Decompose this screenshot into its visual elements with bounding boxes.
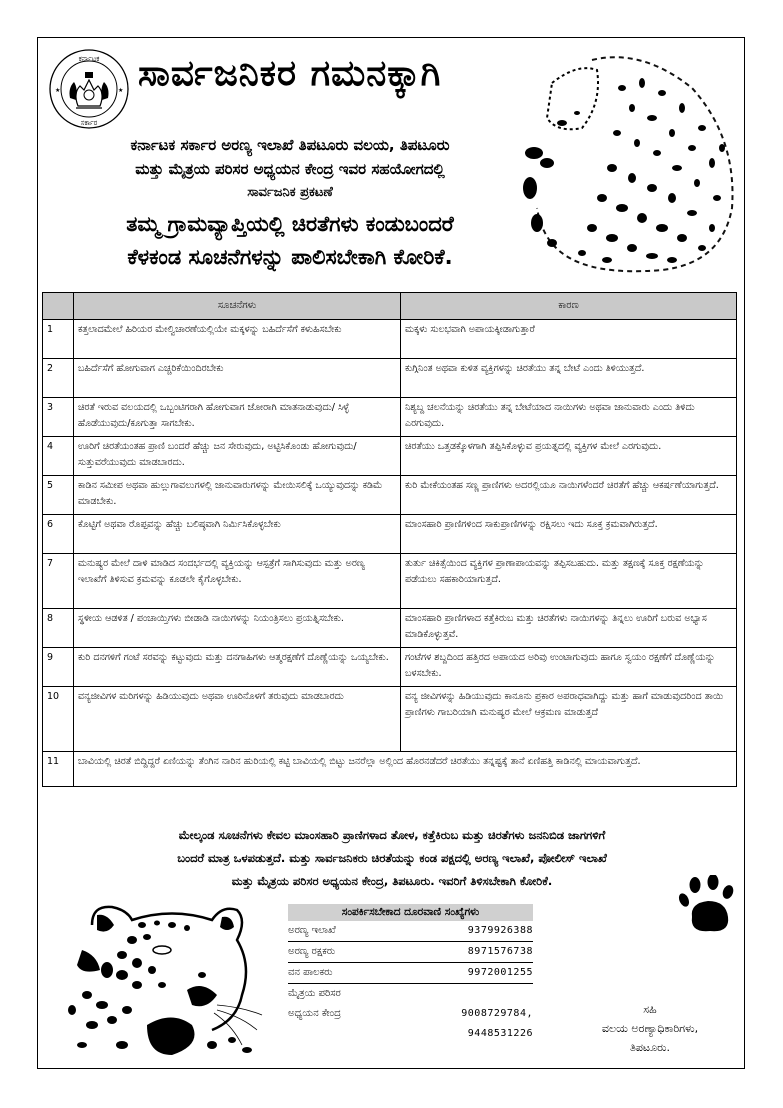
row-suggestion: ವನ್ಯಜೀವಿಗಳ ಮರಿಗಳನ್ನು ಹಿಡಿಯುವುದು ಅಥವಾ ಊರಿನೊಳಗೆ ತರುವುದು ಮಾಡಬಾರದು	[74, 687, 401, 752]
contact-row	[288, 942, 533, 963]
row-reason: ಗಂಟೆಗಳ ಶಬ್ದದಿಂದ ಹತ್ತಿರದ ಅಪಾಯದ ಅರಿವು ಉಂಟಾಗುವುದು ಹಾಗೂ ಸ್ವಯಂ ರಕ್ಷಣೆಗೆ ದೊಣ್ಣೆಯನ್ನು ಬಳಸಬೇಕು.	[401, 648, 737, 687]
contact-phone-number[interactable]: 9008729784,	[461, 1008, 533, 1019]
paw-print-icon	[678, 875, 740, 937]
row-suggestion: ಸ್ಥಳೀಯ ಆಡಳಿತ / ಪಂಚಾಯ್ತಿಗಳು ಬೀಡಾಡಿ ನಾಯಿಗಳನ್ನು ನಿಯಂತ್ರಿಸಲು ಪ್ರಯತ್ನಿಸಬೇಕು.	[74, 609, 401, 648]
suggestions-table	[42, 292, 737, 787]
table-row	[43, 476, 737, 515]
row-reason: ಚಿರತೆಯು ಒತ್ತಡಕ್ಕೊಳಗಾಗಿ ತಪ್ಪಿಸಿಕೊಳ್ಳುವ ಪ್ರಯತ್ನದಲ್ಲಿ ವ್ಯಕ್ತಿಗಳ ಮೇಲೆ ಎರಗುವುದು.	[401, 437, 737, 476]
row-number: 8	[43, 609, 74, 648]
row-reason: ವನ್ಯ ಜೀವಿಗಳನ್ನು ಹಿಡಿಯುವುದು ಕಾನೂನು ಪ್ರಕಾರ ಅಪರಾಧವಾಗಿದ್ದು ಮತ್ತು ಹಾಗೆ ಮಾಡುವುದರಿಂದ ತಾಯಿ ಪ್ರಾಣಿಗಳು ಗಾಬರಿಯಾಗಿ ಮನುಷ್ಯರ ಮೇಲೆ ಆಕ್ರಮಣ ಮಾಡುತ್ತದೆ	[401, 687, 737, 752]
contacts-title: ಸಂಪರ್ಕಿಸಬೇಕಾದ ದೂರವಾಣಿ ಸಂಖ್ಯೆಗಳು	[288, 904, 533, 921]
row-number: 7	[43, 554, 74, 609]
svg-text:★: ★	[55, 87, 61, 94]
contact-phone-number[interactable]: 8971576738	[467, 946, 533, 957]
row-number: 11	[43, 752, 74, 787]
contact-label: ಅಧ್ಯಯನ ಕೇಂದ್ರ	[288, 1008, 341, 1019]
row-suggestion: ಕುರಿ ದನಗಳಿಗೆ ಗಂಟೆ ಸರವನ್ನು ಕಟ್ಟುವುದು ಮತ್ತು ದನಗಾಹಿಗಳು ಆತ್ಮರಕ್ಷಣೆಗೆ ದೊಣ್ಣೆಯನ್ನು ಒಯ್ಯಬೇಕು.	[74, 648, 401, 687]
contact-label: ವನ ಪಾಲಕರು	[288, 967, 333, 978]
contact-label: ಅರಣ್ಯ ರಕ್ಷಕರು	[288, 946, 336, 957]
row-number: 9	[43, 648, 74, 687]
contact-label: ಅರಣ್ಯ ಇಲಾಖೆ	[288, 925, 336, 936]
poster-title: ಸಾರ್ವಜನಿಕರ ಗಮನಕ್ಕಾಗಿ	[138, 53, 442, 94]
contact-phone-number[interactable]: 9448531226	[467, 1028, 533, 1039]
row-suggestion: ಕೊಟ್ಟಿಗೆ ಅಥವಾ ರೊಪ್ಪವನ್ನು ಹೆಚ್ಚು ಬಲಿಷ್ಠವಾಗಿ ನಿರ್ಮಿಸಿಕೊಳ್ಳಬೇಕು	[74, 515, 401, 554]
contact-numbers-box	[288, 904, 533, 1044]
row-number: 2	[43, 359, 74, 398]
table-row	[43, 398, 737, 437]
row-number: 10	[43, 687, 74, 752]
table-row	[43, 359, 737, 398]
row-number: 3	[43, 398, 74, 437]
table-header-row	[43, 293, 737, 320]
row-suggestion: ಕತ್ತಲಾದಮೇಲೆ ಹಿರಿಯರ ಮೇಲ್ವಿಚಾರಣೆಯಲ್ಲಿಯೇ ಮಕ್ಕಳನ್ನು ಬಹಿರ್ದೆಸೆಗೆ ಕಳುಹಿಸಬೇಕು	[74, 320, 401, 359]
footer-note-line-1: ಮೇಲ್ಕಂಡ ಸೂಚನೆಗಳು ಕೇವಲ ಮಾಂಸಹಾರಿ ಪ್ರಾಣಿಗಳಾದ ತೋಳ, ಕತ್ತೆಕಿರುಬ ಮತ್ತು ಚಿರತೆಗಳು ಜನನಿಬಿಡ ಜಾಗಗಳಿಗೆ	[178, 828, 606, 842]
column-header-reason: ಕಾರಣ	[401, 293, 737, 320]
footer-note-line-3: ಮತ್ತು ಮೈತ್ರಯ ಪರಿಸರ ಅಧ್ಯಯನ ಕೇಂದ್ರ, ತಿಪಟೂರು. ಇವರಿಗೆ ತಿಳಿಸಬೇಕಾಗಿ ಕೋರಿಕೆ.	[231, 874, 553, 888]
headline-line-2: ಕೆಳಕಂಡ ಸೂಚನೆಗಳನ್ನು ಪಾಲಿಸಬೇಕಾಗಿ ಕೋರಿಕೆ.	[127, 245, 453, 269]
leopard-head-illustration	[52, 895, 274, 1065]
row-number: 5	[43, 476, 74, 515]
signatory-location: ತಿಪಟೂರು.	[630, 1041, 670, 1054]
row-suggestion: ಮನುಷ್ಯರ ಮೇಲೆ ದಾಳಿ ಮಾಡಿದ ಸಂದರ್ಭದಲ್ಲಿ ವ್ಯಕ್ತಿಯನ್ನು ಆಸ್ಪತ್ರೆಗೆ ಸಾಗಿಸುವುದು ಮತ್ತು ಅರಣ್ಯ ಇಲಾಖೆಗೆ ತಿಳಿಸುವ ಕ್ರಮವನ್ನು ಕೂಡಲೇ ಕೈಗೊಳ್ಳಬೇಕು.	[74, 554, 401, 609]
svg-text:★: ★	[118, 87, 124, 94]
table-row	[43, 320, 737, 359]
row-reason: ನಿಶ್ಯಬ್ದ ಚಲನೆಯನ್ನು ಚಿರತೆಯು ತನ್ನ ಬೇಟೆಯಾದ ನಾಯಿಗಳು ಅಥವಾ ಜಾನುವಾರು ಎಂದು ತಿಳಿದು ಎರಗುವುದು.	[401, 398, 737, 437]
subheading-line-2: ಮತ್ತು ಮೈತ್ರಯ ಪರಿಸರ ಅಧ್ಯಯನ ಕೇಂದ್ರ ಇವರ ಸಹಯೋಗದಲ್ಲಿ	[135, 160, 445, 178]
karnataka-emblem-icon	[48, 48, 130, 130]
headline	[40, 208, 540, 274]
row-reason: ತುರ್ತು ಚಿಕಿತ್ಸೆಯಿಂದ ವ್ಯಕ್ತಿಗಳ ಪ್ರಾಣಾಪಾಯವನ್ನು ತಪ್ಪಿಸಬಹುದು. ಮತ್ತು ತಕ್ಷಣಕ್ಕೆ ಸೂಕ್ತ ರಕ್ಷಣೆಯನ್ನು ಪಡೆಯಲು ಸಹಕಾರಿಯಾಗುತ್ತದೆ.	[401, 554, 737, 609]
row-suggestion: ಬಹಿರ್ದೆಸೆಗೆ ಹೋಗುವಾಗ ಎಚ್ಚರಿಕೆಯಿಂದಿರಬೇಕು	[74, 359, 401, 398]
public-notice-label: ಸಾರ್ವಜನಿಕ ಪ್ರಕಟಣೆ	[247, 185, 333, 200]
table-row	[43, 515, 737, 554]
row-number: 1	[43, 320, 74, 359]
subheading-line-1: ಕರ್ನಾಟಕ ಸರ್ಕಾರ ಅರಣ್ಯ ಇಲಾಖೆ ತಿಪಟೂರು ವಲಯ, ತಿಪಟೂರು	[130, 136, 450, 154]
row-suggestion: ಕಾಡಿನ ಸಮೀಪ ಅಥವಾ ಹುಲ್ಲುಗಾವಲುಗಳಲ್ಲಿ ಜಾನುವಾರುಗಳನ್ನು ಮೇಯಿಸಲಿಕ್ಕೆ ಒಯ್ಯುವುದನ್ನು ಕಡಿಮೆ ಮಾಡಬೇಕು.	[74, 476, 401, 515]
contact-row	[288, 921, 533, 942]
footer-note	[42, 824, 742, 893]
row-reason: ಮಾಂಸಹಾರಿ ಪ್ರಾಣಿಗಳಾದ ಕತ್ತೆಕಿರುಬ ಮತ್ತು ಚಿರತೆಗಳು ನಾಯಿಗಳನ್ನು ತಿನ್ನಲು ಊರಿಗೆ ಬರುವ ಅಭ್ಯಾಸ ಮಾಡಿಕೊಳ್ಳುತ್ತವೆ.	[401, 609, 737, 648]
emblem-bottom-text: ಸರ್ಕಾರ	[80, 119, 98, 127]
contact-phone-number[interactable]: 9379926388	[467, 925, 533, 936]
table-row	[43, 437, 737, 476]
column-header-suggestions: ಸೂಚನೆಗಳು	[74, 293, 401, 320]
signatory-title: ವಲಯ ಅರಣ್ಯಾಧಿಕಾರಿಗಳು,	[601, 1022, 699, 1035]
table-row	[43, 609, 737, 648]
subheading	[40, 133, 540, 205]
table-row	[43, 752, 737, 787]
contact-label: ಮೈತ್ರಯ ಪರಿಸರ	[288, 988, 341, 999]
footer-note-line-2: ಬಂದರೆ ಮಾತ್ರ ಒಳಪಡುತ್ತದೆ. ಮತ್ತು ಸಾರ್ವಜನಿಕರು ಚಿರತೆಯನ್ನು ಕಂಡ ಪಕ್ಷದಲ್ಲಿ ಅರಣ್ಯ ಇಲಾಖೆ, ಪೋಲೀಸ್ ಇಲಾಖೆ	[177, 851, 607, 865]
column-header-number	[43, 293, 74, 320]
signature-block	[555, 1000, 745, 1057]
table-row	[43, 648, 737, 687]
row-number: 4	[43, 437, 74, 476]
contact-row	[288, 984, 533, 1044]
headline-line-1: ತಮ್ಮ ಗ್ರಾಮವ್ಯಾಪ್ತಿಯಲ್ಲಿ ಚಿರತೆಗಳು ಕಂಡುಬಂದರೆ	[126, 212, 454, 236]
row-suggestion: ಬಾವಿಯಲ್ಲಿ ಚಿರತೆ ಬಿದ್ದಿದ್ದರೆ ಏಣಿಯನ್ನು ತೆಂಗಿನ ನಾರಿನ ಹುರಿಯಲ್ಲಿ ಕಟ್ಟಿ ಬಾವಿಯಲ್ಲಿ ಬಿಟ್ಟು ಜನರೆಲ್ಲಾ ಅಲ್ಲಿಂದ ಹೊರನಡೆದರೆ ಚಿರತೆಯು ತನ್ನಷ್ಟಕ್ಕೆ ತಾನೆ ಏಣಿಹತ್ತಿ ಕಾಡಿನಲ್ಲಿ ಮಾಯವಾಗುತ್ತದೆ.	[74, 752, 737, 787]
row-reason: ಕುಗ್ಗಿನಿಂತ ಅಥವಾ ಕುಳಿತ ವ್ಯಕ್ತಿಗಳನ್ನು ಚಿರತೆಯು ತನ್ನ ಬೇಟೆ ಎಂದು ತಿಳಿಯುತ್ತದೆ.	[401, 359, 737, 398]
row-number: 6	[43, 515, 74, 554]
emblem-top-text: ಕರ್ನಾಟಕ	[78, 55, 100, 63]
row-reason: ಮಾಂಸಹಾರಿ ಪ್ರಾಣಿಗಳಿಂದ ಸಾಕುಪ್ರಾಣಿಗಳನ್ನು ರಕ್ಷಿಸಲು ಇದು ಸೂಕ್ತ ಕ್ರಮವಾಗಿರುತ್ತದೆ.	[401, 515, 737, 554]
row-suggestion: ಚಿರತೆ ಇರುವ ವಲಯದಲ್ಲಿ ಒಬ್ಬಂಟಿಗರಾಗಿ ಹೋಗುವಾಗ ಜೋರಾಗಿ ಮಾತನಾಡುವುದು/ ಸಿಳ್ಳೆ ಹೊಡೆಯುವುದು/ಕೂಗುತ್ತಾ ಸಾಗಬೇಕು.	[74, 398, 401, 437]
row-suggestion: ಊರಿಗೆ ಚಿರತೆಯಂತಹ ಪ್ರಾಣಿ ಬಂದರೆ ಹೆಚ್ಚು ಜನ ಸೇರುವುದು, ಅಟ್ಟಿಸಿಕೊಂಡು ಹೋಗುವುದು/ ಸುತ್ತುವರೆಯುವುದು ಮಾಡಬಾರದು.	[74, 437, 401, 476]
signature-label: ಸಹಿ	[643, 1003, 657, 1016]
table-row	[43, 554, 737, 609]
row-reason: ಮಕ್ಕಳು ಸುಲಭವಾಗಿ ಅಪಾಯಕ್ಕೀಡಾಗುತ್ತಾರೆ	[401, 320, 737, 359]
sitting-leopard-illustration	[522, 48, 740, 278]
row-reason: ಕುರಿ ಮೇಕೆಯಂತಹ ಸಣ್ಣ ಪ್ರಾಣಿಗಳು ಅದರಲ್ಲಿಯೂ ನಾಯಿಗಳೆಂದರೆ ಚಿರತೆಗೆ ಹೆಚ್ಚು ಆಕರ್ಷಣೆಯಾಗುತ್ತದೆ.	[401, 476, 737, 515]
table-row	[43, 687, 737, 752]
contact-phone-number[interactable]: 9972001255	[467, 967, 533, 978]
contact-row	[288, 963, 533, 984]
